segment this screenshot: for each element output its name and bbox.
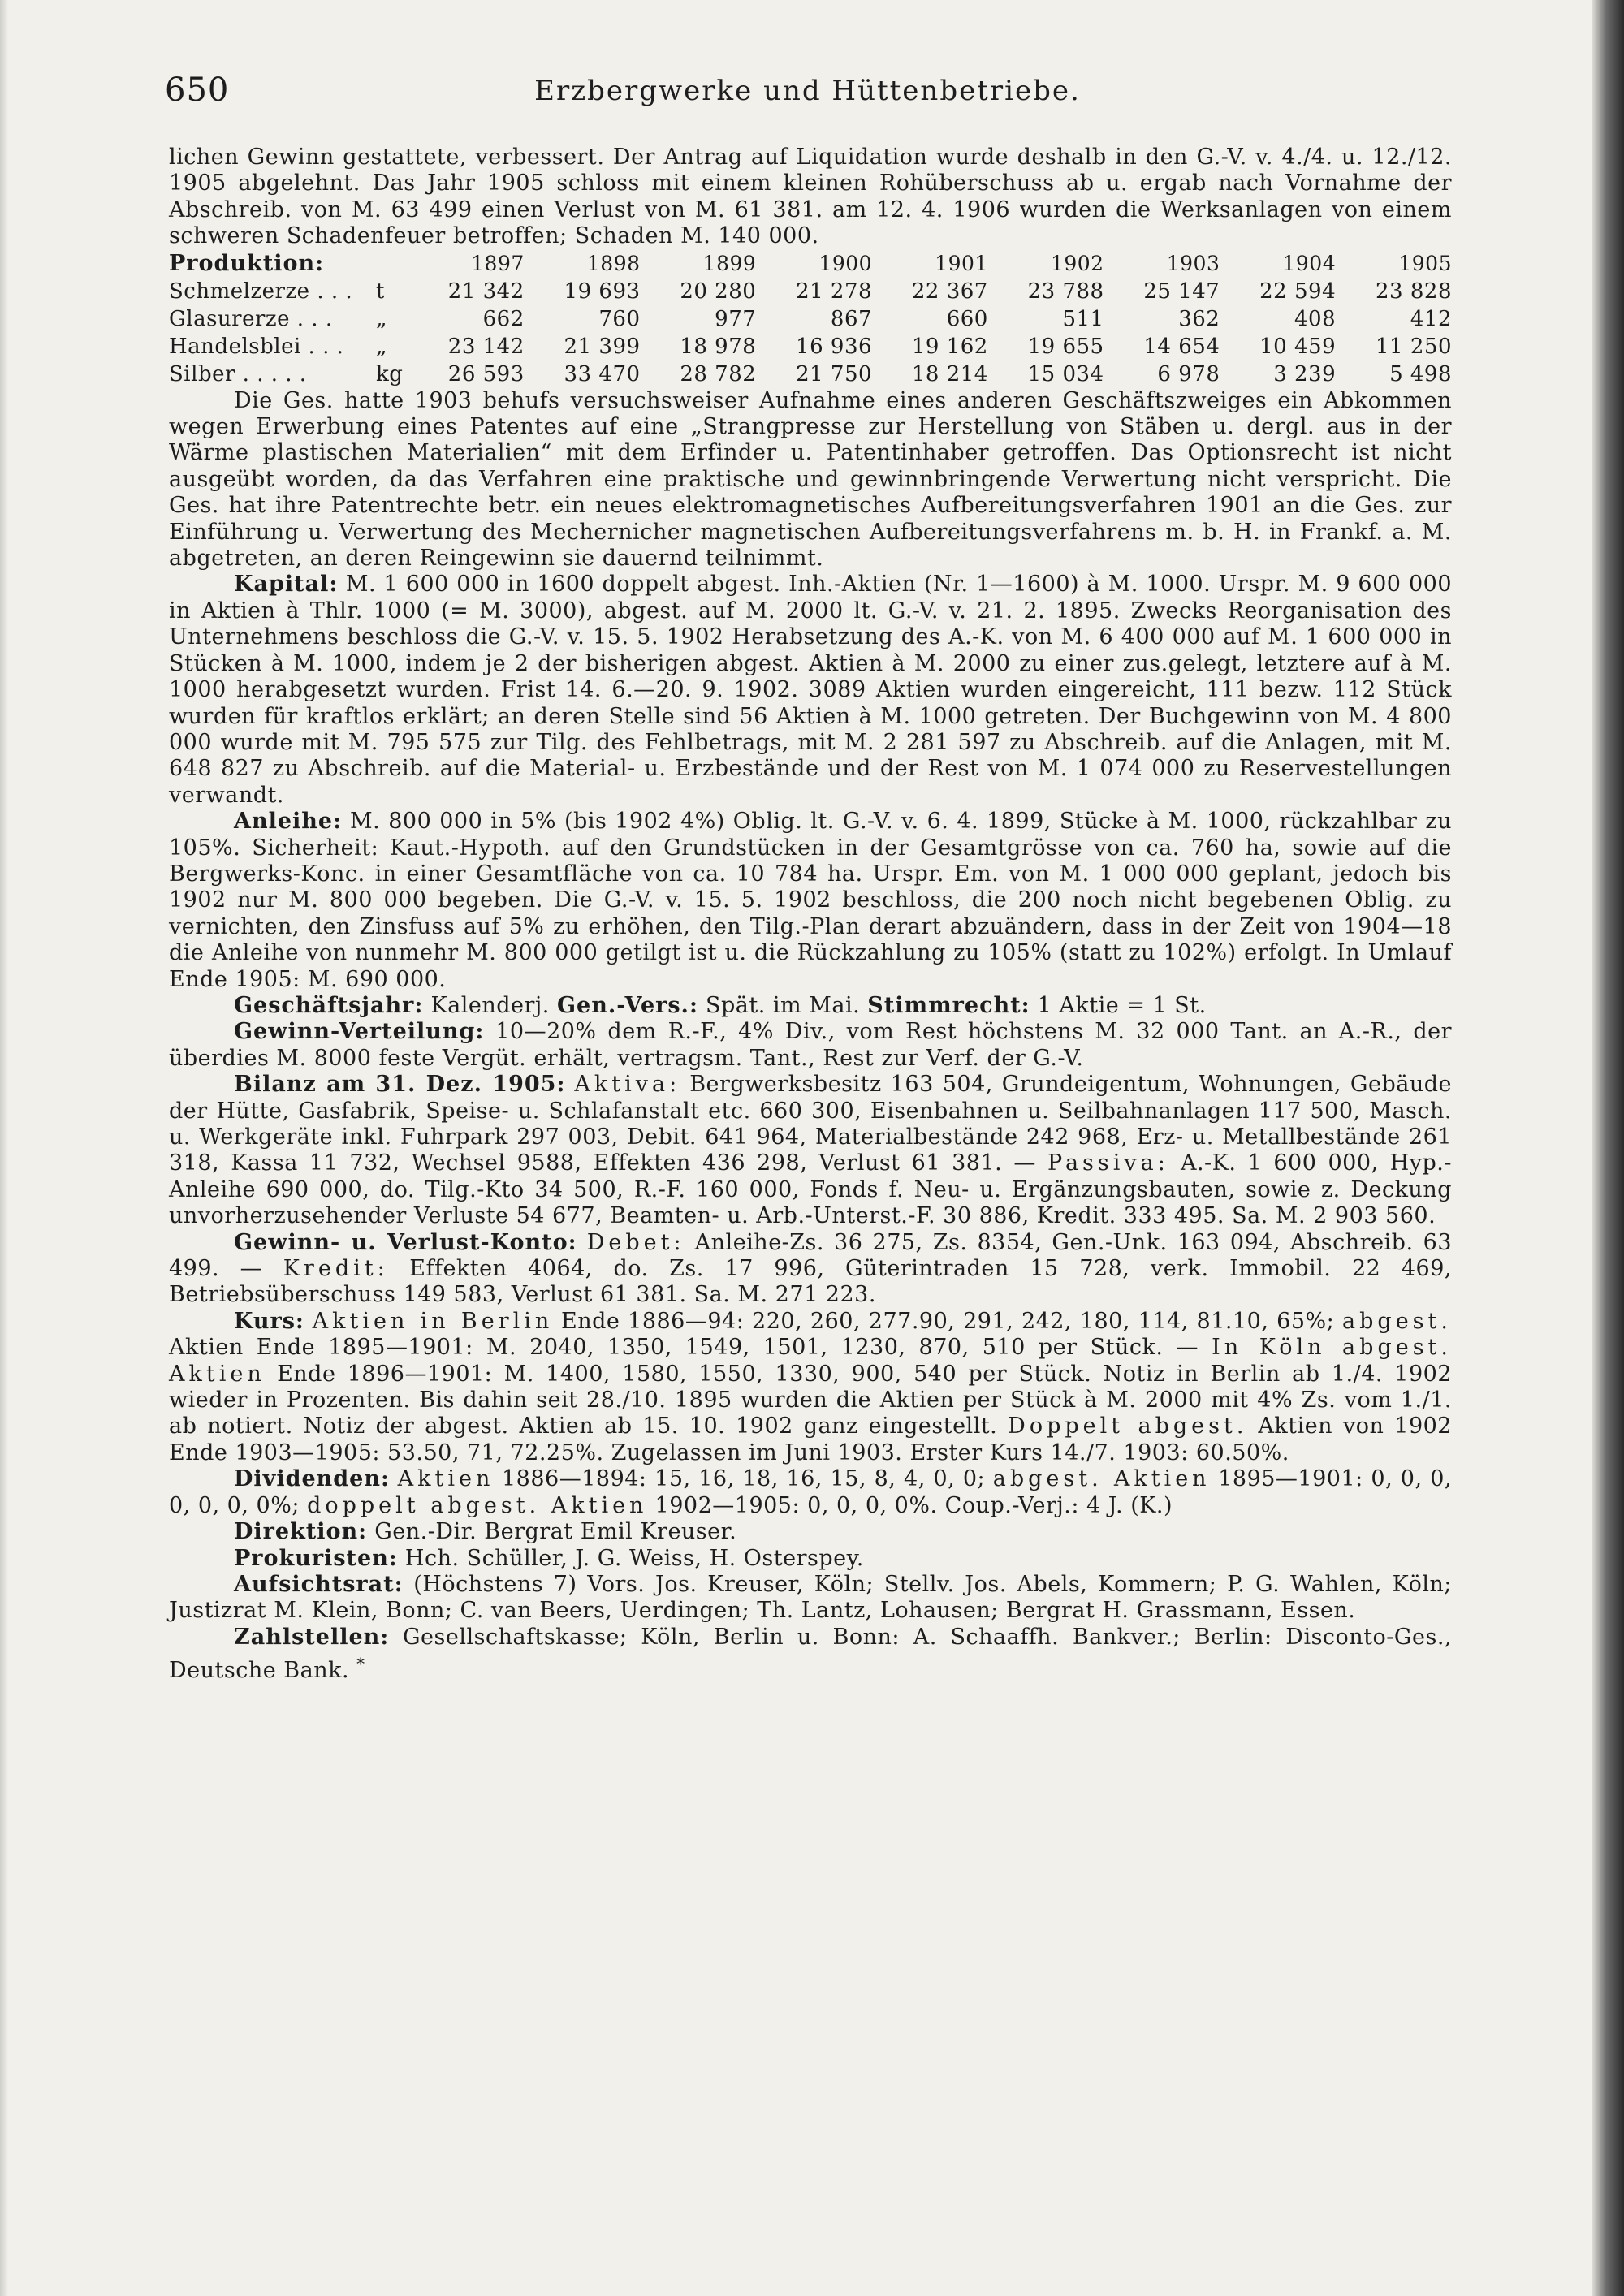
section-label: Kapital: <box>234 572 339 598</box>
section-text: M. 1 600 000 in 1600 doppelt abgest. Inh.-Aktien (Nr. 1—1600) à M. 1000. Urspr. M. 9 600 000 in Aktien à Thlr. 1000 (= M. 3000), abgest. auf M. 2000 lt. G.-V. v. 21. 2. 1895. Zwecks Reorganisation des Unternehmens beschloss die G.-V. v. 15. 5. 1902 Herabsetzung des A.-K. von M. 6 400 000 auf M. 1 600 000 in Stücken à M. 1000, indem je 2 der bisherigen abgest. Aktien à M. 2000 zu einer zus.gelegt, letztere auf à M. 1000 herabgesetzt wurden. Frist 14. 6.—20. 9. 1902. 3089 Aktien wurden eingereicht, 111 bezw. 112 Stück wurden für kraftlos erklärt; an deren Stelle sind 56 Aktien à M. 1000 getreten. Der Buchgewinn von M. 4 800 000 wurde mit M. 795 575 zur Tilg. des Fehlbetrags, mit M. 2 281 597 zu Abschreib. auf die Anlagen, mit M. 648 827 zu Abschreib. auf die Material- u. Erzbestände und der Rest von M. 1 074 000 zu Reservestellungen verwandt. <box>169 572 1452 808</box>
row-name: Handelsblei . . . <box>169 334 344 359</box>
section-direktion <box>169 1519 1452 1545</box>
spaced-label: In Köln abgest. Aktien <box>169 1335 1452 1387</box>
table-cell: 362 <box>1178 306 1220 331</box>
table-cell: 22 594 <box>1259 278 1337 304</box>
year-header: 1905 <box>1398 251 1452 275</box>
table-cell: 26 593 <box>447 361 525 386</box>
section-label: Bilanz am 31. Dez. 1905: <box>234 1072 566 1098</box>
table-row <box>169 305 1452 333</box>
section-text: Anleihe-Zs. 36 275, Zs. 8354, Gen.-Unk. 163 094, Abschreib. 63 499. — <box>169 1229 1452 1282</box>
table-cell: 977 <box>715 306 757 331</box>
table-cell: 19 162 <box>911 334 988 359</box>
row-name: Silber . . . . . <box>169 361 307 386</box>
table-cell: 18 214 <box>911 361 988 386</box>
section-text: 1902—1905: 0, 0, 0, 0%. Coup.-Verj.: 4 J. (K.) <box>654 1492 1173 1518</box>
year-header: 1903 <box>1166 251 1220 275</box>
section-text: Hch. Schüller, J. G. Weiss, H. Osterspey. <box>404 1545 864 1571</box>
table-cell: 408 <box>1294 306 1337 331</box>
table-cell: 3 239 <box>1273 361 1337 386</box>
section-text: A.-K. 1 600 000, Hyp.-Anleihe 690 000, do. Tilg.-Kto 34 500, R.-F. 160 000, Fonds f. Neu- u. Ergänzungsbauten, sowie z. Deckung unvorherzusehender Verluste 54 677, Beamten- u. Arb.-Unterst.-F. 30 886, Kredit. 333 495. Sa. M. 2 903 560. <box>169 1150 1452 1229</box>
section-gewinn-verteilung <box>169 1019 1452 1072</box>
section-text: Gesellschaftskasse; Köln, Berlin u. Bonn: A. Schaaffh. Bankver.; Berlin: Disconto-Ges., Deutsche Bank. <box>169 1624 1452 1684</box>
row-name: Schmelzerze . . . <box>169 278 353 304</box>
section-text: 1895—1901: 0, 0, 0, 0, 0, 0, 0%; <box>169 1466 1452 1518</box>
section-label: Anleihe: <box>234 809 343 835</box>
spaced-label: Kredit: <box>283 1256 389 1282</box>
table-cell: 412 <box>1410 306 1452 331</box>
section-kurs <box>169 1309 1452 1466</box>
table-cell: 21 399 <box>564 334 641 359</box>
table-cell: 662 <box>482 306 525 331</box>
options-paragraph: Die Ges. hatte 1903 behufs versuchsweiser Aufnahme eines anderen Geschäftszweiges ein Abkommen wegen Erwerbung eines Patentes auf eine „Strangpresse zur Herstellung von Stäben u. dergl. aus in der Wärme plastischen Materialien“ mit dem Erfinder u. Patentinhaber getroffen. Das Optionsrecht ist nicht ausgeübt worden, da das Verfahren eine praktische und gewinnbringende Verwertung nicht verspricht. Die Ges. hat ihre Patentrechte betr. ein neues elektromagnetisches Aufbereitungsverfahren 1901 an die Ges. zur Einführung u. Verwertung des Mechernicher magnetischen Aufbereitungsverfahrens m. b. H. in Frankf. a. M. abgetreten, an deren Reingewinn sie dauernd teilnimmt. <box>169 387 1452 572</box>
section-text: Gen.-Dir. Bergrat Emil Kreuser. <box>374 1519 737 1545</box>
section-label: Aufsichtsrat: <box>234 1571 404 1597</box>
section-label: Prokuristen: <box>234 1545 398 1571</box>
table-cell: 14 654 <box>1143 334 1220 359</box>
row-name: Glasurerze . . . <box>169 306 333 331</box>
spaced-label: abgest. Aktien <box>992 1466 1211 1492</box>
table-row <box>169 360 1452 388</box>
page-edge-right <box>1592 0 1624 2296</box>
spaced-label: Aktien <box>397 1466 495 1492</box>
section-label: Dividenden: <box>234 1466 390 1492</box>
page-number: 650 <box>165 71 230 109</box>
table-cell: 760 <box>598 306 641 331</box>
year-header: 1898 <box>586 251 641 275</box>
table-cell: 18 978 <box>680 334 757 359</box>
row-unit: „ <box>376 334 387 359</box>
production-header-row <box>169 250 1452 278</box>
section-text: Aktien Ende 1895—1901: M. 2040, 1350, 1549, 1501, 1230, 870, 510 per Stück. — <box>169 1335 1199 1361</box>
table-cell: 6 978 <box>1157 361 1220 386</box>
section-label: Gewinn-Verteilung: <box>234 1019 485 1045</box>
row-unit: t <box>376 278 385 304</box>
spaced-label: Aktiva: <box>574 1072 681 1098</box>
table-cell: 19 655 <box>1027 334 1104 359</box>
year-header: 1901 <box>935 251 988 275</box>
row-unit: „ <box>376 306 387 331</box>
footnote-mark: * <box>356 1654 365 1674</box>
table-row <box>169 333 1452 360</box>
page-edge-left <box>0 0 8 2296</box>
section-text: M. 800 000 in 5% (bis 1902 4%) Oblig. lt. G.-V. v. 6. 4. 1899, Stücke à M. 1000, rückzahlbar zu 105%. Sicherheit: Kaut.-Hypoth. auf den Grundstücken in der Gesamtgrösse von ca. 760 ha, sowie auf die Bergwerks-Konc. in einer Gesamtfläche von ca. 10 784 ha. Urspr. Em. von M. 1 000 000 geplant, jedoch bis 1902 nur M. 800 000 begeben. Die G.-V. v. 15. 5. 1902 beschloss, die 200 noch nicht begebenen Oblig. zu vernichten, den Zinsfuss auf 5% zu erhöhen, den Tilg.-Plan derart abzuändern, dass in der Zeit von 1904—18 die Anleihe von nunmehr M. 800 000 getilgt ist u. die Rückzahlung zu 105% (statt zu 102%) erfolgt. In Umlauf Ende 1905: M. 690 000. <box>169 809 1452 992</box>
table-cell: 660 <box>946 306 988 331</box>
section-gewinn-verlust <box>169 1230 1452 1309</box>
intro-paragraph: lichen Gewinn gestattete, verbessert. Der Antrag auf Liquidation wurde deshalb in den G.-V. v. 4./4. u. 12./12. 1905 abgelehnt. Das Jahr 1905 schloss mit einem kleinen Rohüberschuss ab u. ergab nach Vornahme der Abschreib. von M. 63 499 einen Verlust von M. 61 381. am 12. 4. 1906 wurden die Werksanlagen von einem schweren Schadenfeuer betroffen; Schaden M. 140 000. <box>169 145 1452 249</box>
section-label: Direktion: <box>234 1519 368 1545</box>
section-text: Ende 1896—1901: M. 1400, 1580, 1550, 1330, 900, 540 per Stück. Notiz in Berlin ab 1./4. 1902 wieder in Prozenten. Bis dahin seit 28./10. 1895 wurden die Aktien per Stück à M. 2000 mit 4% Zs. vom 1./1. ab notiert. Notiz der abgest. Aktien ab 15. 10. 1902 ganz eingestellt. <box>169 1361 1452 1439</box>
table-cell: 11 250 <box>1376 334 1452 359</box>
year-header: 1899 <box>702 251 757 275</box>
page-body <box>169 145 1452 1685</box>
section-anleihe <box>169 809 1452 993</box>
table-cell: 867 <box>830 306 873 331</box>
section-text: Effekten 4064, do. Zs. 17 996, Güterintraden 15 728, verk. Immobil. 22 469, Betriebsüberschuss 149 583, Verlust 61 381. Sa. M. 271 223. <box>169 1256 1452 1308</box>
table-cell: 16 936 <box>796 334 873 359</box>
section-prokuristen <box>169 1546 1452 1572</box>
section-label: Gen.-Vers.: <box>556 992 698 1018</box>
table-row <box>169 278 1452 305</box>
year-header: 1897 <box>471 251 525 275</box>
table-cell: 10 459 <box>1259 334 1337 359</box>
table-cell: 19 693 <box>564 278 641 304</box>
table-cell: 23 142 <box>447 334 525 359</box>
section-text: 1 Aktie = 1 St. <box>1037 992 1207 1018</box>
section-dividenden <box>169 1466 1452 1519</box>
section-text: Bergwerksbesitz 163 504, Grundeigentum, Wohnungen, Gebäude der Hütte, Gasfabrik, Speise- u. Schlafanstalt etc. 660 300, Eisenbahnen u. Seilbahnanlagen 117 500, Masch. u. Werkgeräte inkl. Fuhrpark 297 003, Debit. 641 964, Materialbestände 242 968, Erz- u. Metallbestände 261 318, Kassa 11 732, Wechsel 9588, Effekten 436 298, Verlust 61 381. — <box>169 1072 1453 1176</box>
section-label: Geschäftsjahr: <box>234 992 424 1018</box>
section-text: Aktien von 1902 Ende 1903—1905: 53.50, 71, 72.25%. Zugelassen im Juni 1903. Erster Kurs 14./7. 1903: 60.50%. <box>169 1413 1452 1465</box>
section-label: Gewinn- u. Verlust-Konto: <box>234 1229 577 1255</box>
table-cell: 25 147 <box>1143 278 1220 304</box>
table-cell: 23 788 <box>1027 278 1104 304</box>
table-cell: 21 342 <box>447 278 525 304</box>
section-text: Kalenderj. <box>430 992 550 1018</box>
table-cell: 22 367 <box>911 278 988 304</box>
production-table <box>169 250 1452 388</box>
spaced-label: Aktien in Berlin <box>312 1308 554 1334</box>
section-text: Spät. im Mai. <box>706 992 861 1018</box>
table-cell: 511 <box>1062 306 1104 331</box>
section-label: Kurs: <box>234 1308 304 1334</box>
year-header: 1902 <box>1050 251 1104 275</box>
table-cell: 15 034 <box>1027 361 1104 386</box>
section-label: Zahlstellen: <box>234 1624 390 1650</box>
section-bilanz <box>169 1072 1452 1229</box>
row-unit: kg <box>376 361 404 386</box>
section-zahlstellen <box>169 1625 1452 1685</box>
section-text: 1886—1894: 15, 16, 18, 16, 15, 8, 4, 0, 0; <box>502 1466 986 1492</box>
spaced-label: doppelt abgest. Aktien <box>307 1492 648 1518</box>
spaced-label: abgest. <box>1342 1308 1452 1334</box>
table-cell: 33 470 <box>564 361 641 386</box>
table-cell: 23 828 <box>1376 278 1452 304</box>
table-cell: 21 750 <box>796 361 873 386</box>
year-header: 1904 <box>1282 251 1337 275</box>
table-cell: 28 782 <box>680 361 757 386</box>
spaced-label: Passiva: <box>1047 1150 1169 1176</box>
section-kapital <box>169 572 1452 809</box>
section-geschaeftsjahr <box>169 993 1452 1019</box>
running-title: Erzbergwerke und Hüttenbetriebe. <box>534 75 1081 107</box>
page-header <box>165 71 1450 120</box>
section-text: Ende 1886—94: 220, 260, 277.90, 291, 242, 180, 114, 81.10, 65%; <box>561 1308 1335 1334</box>
spaced-label: Debet: <box>586 1229 685 1255</box>
section-text: 10—20% dem R.-F., 4% Div., vom Rest höchstens M. 32 000 Tant. an A.-R., der überdies M. 8000 feste Vergüt. erhält, vertragsm. Tant., Rest zur Verf. der G.-V. <box>169 1019 1452 1071</box>
table-cell: 20 280 <box>680 278 757 304</box>
production-label: Produktion: <box>169 250 325 276</box>
spaced-label: Doppelt abgest. <box>1008 1413 1248 1439</box>
year-header: 1900 <box>818 251 873 275</box>
table-cell: 21 278 <box>796 278 873 304</box>
section-aufsichtsrat <box>169 1572 1452 1625</box>
section-label: Stimmrecht: <box>867 992 1030 1018</box>
table-cell: 5 498 <box>1389 361 1452 386</box>
section-text: (Höchstens 7) Vors. Jos. Kreuser, Köln; Stellv. Jos. Abels, Kommern; P. G. Wahlen, Köln; Justizrat M. Klein, Bonn; C. van Beers, Uerdingen; Th. Lantz, Lohausen; Bergrat H. Grassmann, Essen. <box>169 1571 1452 1624</box>
